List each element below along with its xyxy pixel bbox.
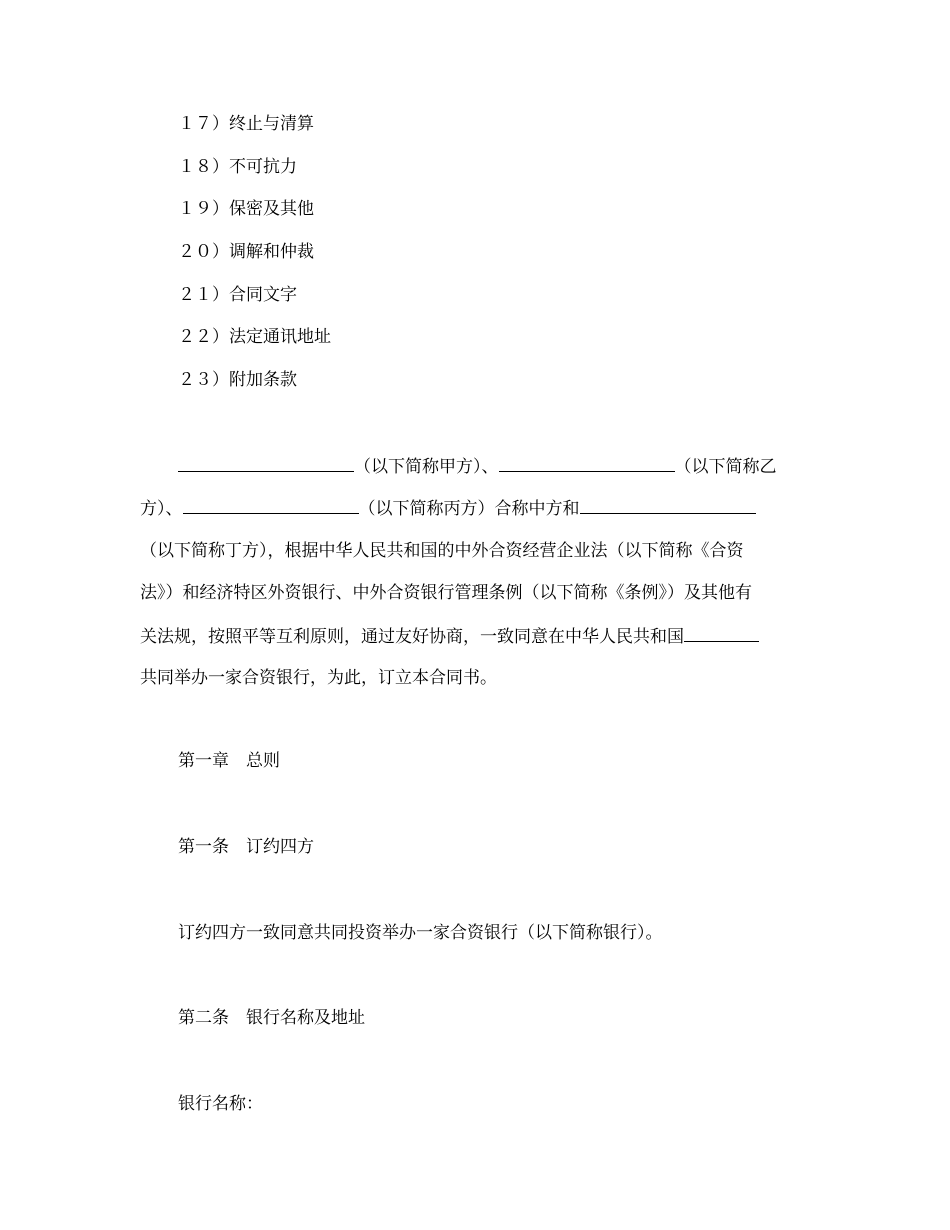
preamble-line-6: 共同举办一家合资银行，为此，订立本合同书。 [140, 668, 497, 688]
toc-item-20: ２０）调解和仲裁 [178, 242, 314, 262]
chapter-heading: 第一章 总则 [178, 751, 280, 771]
toc-item-22: ２２）法定通讯地址 [178, 327, 331, 347]
toc-item-21: ２１）合同文字 [178, 285, 297, 305]
preamble-text: （以下简称丙方）合称中方和 [358, 499, 580, 519]
location-blank[interactable] [684, 625, 759, 642]
toc-item-19: １９）保密及其他 [178, 199, 314, 219]
toc-item-23: ２３）附加条款 [178, 370, 297, 390]
preamble-line-4: 法》）和经济特区外资银行、中外合资银行管理条例（以下简称《条例》）及其他有 [140, 583, 752, 603]
toc-item-17: １７）终止与清算 [178, 114, 314, 134]
bank-name-label: 银行名称： [178, 1094, 263, 1114]
preamble-line-2 [140, 497, 756, 520]
article-1-body: 订约四方一致同意共同投资举办一家合资银行（以下简称银行）。 [178, 923, 663, 943]
preamble-text: （以下简称乙 [674, 457, 777, 477]
preamble-line-5 [140, 625, 759, 648]
preamble-line-3: （以下简称丁方），根据中华人民共和国的中外合资经营企业法（以下简称《合资 [140, 541, 744, 561]
preamble-text: （以下简称甲方）、 [354, 457, 499, 477]
party-c-blank[interactable] [183, 497, 359, 514]
party-d-blank[interactable] [580, 497, 756, 514]
party-a-blank[interactable] [178, 455, 354, 472]
preamble-text: 关法规，按照平等互利原则，通过友好协商，一致同意在中华人民共和国 [140, 627, 684, 647]
party-b-blank[interactable] [499, 455, 675, 472]
toc-item-18: １８）不可抗力 [178, 157, 297, 177]
article-1-title: 第一条 订约四方 [178, 837, 314, 857]
article-2-title: 第二条 银行名称及地址 [178, 1008, 365, 1028]
preamble-text: 方）、 [140, 499, 183, 519]
preamble-line-1 [178, 455, 777, 478]
